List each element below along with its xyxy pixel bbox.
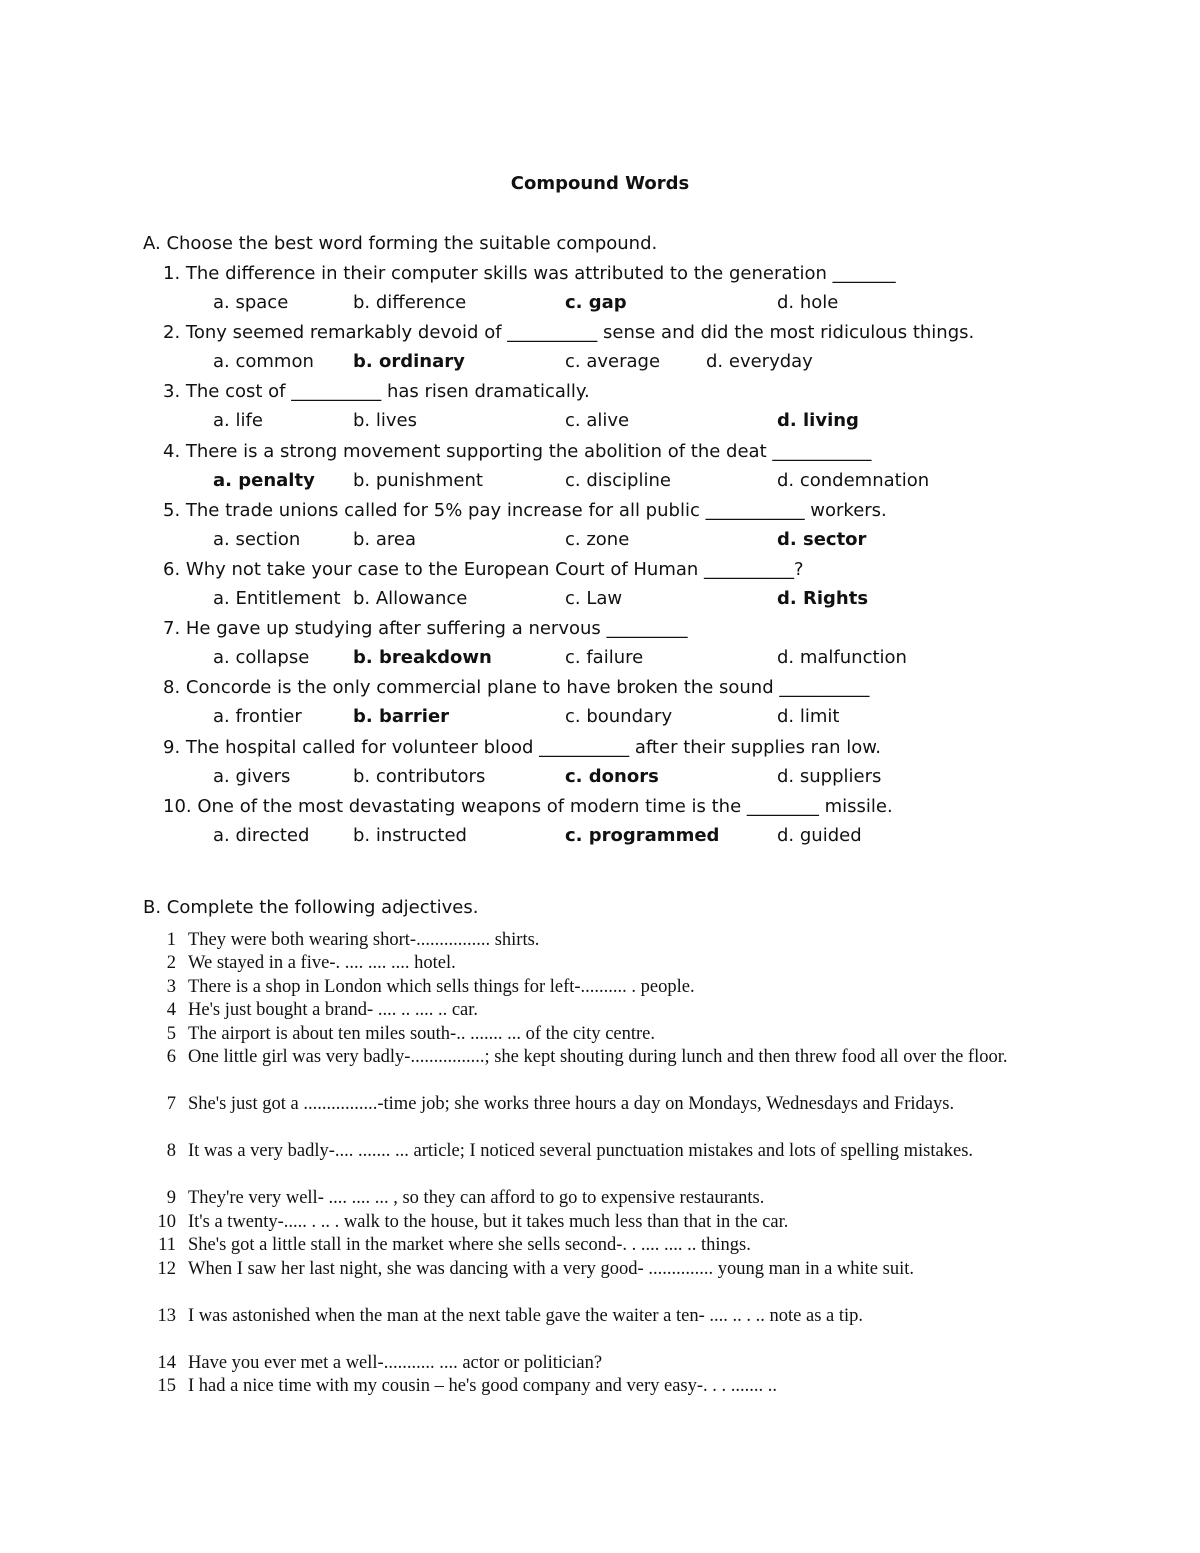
question-9-option-d: d. suppliers <box>777 765 882 787</box>
question-3-option-a: a. life <box>213 410 263 432</box>
section-a-heading: A. Choose the best word forming the suitable compound. <box>143 233 658 254</box>
question-2-option-d: d. everyday <box>706 351 813 373</box>
item-number: 12 <box>157 1259 176 1279</box>
item-text: There is a shop in London which sells things for left-.......... . people. <box>188 977 695 997</box>
section-b-heading: B. Complete the following adjectives. <box>143 897 479 918</box>
item-number: 9 <box>166 1188 176 1208</box>
question-8-option-b: b. barrier <box>353 706 450 728</box>
item-number: 15 <box>157 1376 176 1396</box>
question-8: 8. Concorde is the only commercial plane to have broken the sound __________ <box>163 677 870 699</box>
question-9-option-c: c. donors <box>565 765 659 787</box>
item-number: 11 <box>158 1235 176 1255</box>
question-10-option-a: a. directed <box>213 824 310 846</box>
item-number: 6 <box>166 1047 176 1067</box>
item-text: It was a very badly-.... ....... ... article; I noticed several punctuation mistakes and lots of spelling mistakes. <box>188 1141 974 1161</box>
item-number: 8 <box>166 1141 176 1161</box>
item-text: One little girl was very badly-................; she kept shouting during lunch and then threw food all over the floor. <box>188 1047 1008 1067</box>
item-text: When I saw her last night, she was dancing with a very good- .............. young man in a white suit. <box>188 1259 914 1279</box>
question-8-option-a: a. frontier <box>213 706 302 728</box>
question-2-option-b: b. ordinary <box>353 351 465 373</box>
question-2-option-c: c. average <box>565 351 661 373</box>
question-1-option-a: a. space <box>213 292 289 313</box>
item-number: 7 <box>166 1094 176 1114</box>
question-7-option-b: b. breakdown <box>353 647 492 669</box>
question-7-option-d: d. malfunction <box>777 647 907 669</box>
item-number: 4 <box>166 1000 176 1020</box>
question-10-option-b: b. instructed <box>353 824 467 846</box>
item-text: They were both wearing short-................ shirts. <box>188 930 540 950</box>
question-6-option-b: b. Allowance <box>353 588 468 609</box>
question-3: 3. The cost of __________ has risen dramatically. <box>163 381 590 403</box>
item-number: 14 <box>157 1353 176 1373</box>
item-number: 13 <box>157 1306 176 1326</box>
item-text: I was astonished when the man at the next table gave the waiter a ten- .... .. . .. note as a tip. <box>188 1306 864 1326</box>
question-2-option-a: a. common <box>213 351 314 373</box>
question-8-option-d: d. limit <box>777 706 840 728</box>
question-3-option-d: d. living <box>777 410 859 432</box>
question-5-option-a: a. section <box>213 528 301 550</box>
question-3-option-b: b. lives <box>353 410 417 432</box>
question-5-option-b: b. area <box>353 528 417 550</box>
question-1: 1. The difference in their computer skills was attributed to the generation _______ <box>163 263 896 284</box>
question-7: 7. He gave up studying after suffering a nervous _________ <box>163 618 688 640</box>
question-1-option-b: b. difference <box>353 292 467 313</box>
question-4: 4. There is a strong movement supporting the abolition of the deat ___________ <box>163 440 872 462</box>
item-text: He's just bought a brand- .... .. .... .. car. <box>188 1000 479 1020</box>
item-text: It's a twenty-..... . .. . walk to the house, but it takes much less than that in the car. <box>188 1212 789 1232</box>
question-6-option-d: d. Rights <box>777 588 869 609</box>
item-number: 1 <box>166 930 176 950</box>
question-6-option-c: c. Law <box>565 588 623 609</box>
question-5-option-c: c. zone <box>565 528 630 550</box>
question-8-option-c: c. boundary <box>565 706 673 728</box>
item-text: They're very well- .... .... ... , so they can afford to go to expensive restaurants. <box>188 1188 765 1208</box>
question-4-option-c: c. discipline <box>565 469 671 491</box>
question-6-option-a: a. Entitlement <box>213 588 341 609</box>
question-4-option-a: a. penalty <box>213 469 315 491</box>
item-number: 5 <box>166 1024 176 1044</box>
item-text: She's got a little stall in the market where she sells second-. . .... .... .. things. <box>188 1235 751 1255</box>
question-10-option-c: c. programmed <box>565 824 720 846</box>
item-text: She's just got a ................-time job; she works three hours a day on Mondays, Wednesdays and Fridays. <box>188 1094 955 1114</box>
question-9-option-a: a. givers <box>213 765 291 787</box>
question-6: 6. Why not take your case to the European Court of Human __________? <box>163 559 804 580</box>
question-1-option-d: d. hole <box>777 292 839 313</box>
question-1-option-c: c. gap <box>565 292 627 313</box>
question-7-option-c: c. failure <box>565 647 644 669</box>
page-title: Compound Words <box>510 173 690 194</box>
question-4-option-b: b. punishment <box>353 469 483 491</box>
question-10: 10. One of the most devastating weapons of modern time is the ________ missile. <box>163 795 893 817</box>
question-3-option-c: c. alive <box>565 410 630 432</box>
question-9-option-b: b. contributors <box>353 765 486 787</box>
item-text: I had a nice time with my cousin – he's good company and very easy-. . . ....... .. <box>188 1376 778 1396</box>
question-10-option-d: d. guided <box>777 824 862 846</box>
question-7-option-a: a. collapse <box>213 647 310 669</box>
question-5: 5. The trade unions called for 5% pay increase for all public ___________ workers. <box>163 499 887 521</box>
item-text: Have you ever met a well-........... .... actor or politician? <box>188 1353 603 1373</box>
question-2: 2. Tony seemed remarkably devoid of __________ sense and did the most ridiculous things. <box>163 322 975 344</box>
question-4-option-d: d. condemnation <box>777 469 930 491</box>
question-9: 9. The hospital called for volunteer blood __________ after their supplies ran low. <box>163 736 882 758</box>
question-5-option-d: d. sector <box>777 528 867 550</box>
item-text: The airport is about ten miles south-.. ....... ... of the city centre. <box>188 1024 656 1044</box>
item-number: 10 <box>157 1212 176 1232</box>
item-number: 3 <box>166 977 176 997</box>
item-number: 2 <box>166 953 176 973</box>
item-text: We stayed in a five-. .... .... .... hotel. <box>188 953 456 973</box>
